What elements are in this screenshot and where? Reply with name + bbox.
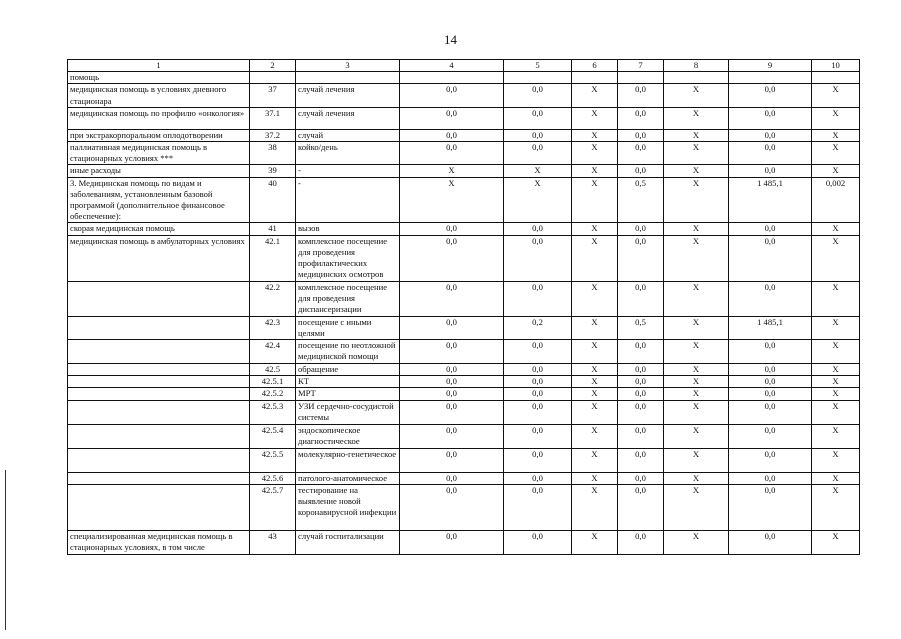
cell-col4: X xyxy=(400,165,504,177)
cell-col2: 42.5.6 xyxy=(250,472,296,484)
cell-col7: 0,0 xyxy=(618,340,664,364)
table-row xyxy=(68,424,860,448)
cell-col3: - xyxy=(296,177,400,223)
cell-col10: X xyxy=(812,388,860,400)
cell-col7: 0,0 xyxy=(618,223,664,235)
cell-col1: 3. Медицинская помощь по видам и заболеваниям, установленным базовой программой (дополнительное финансовое обеспечение): xyxy=(68,177,250,223)
cell-col5: 0,0 xyxy=(504,424,572,448)
cell-col2: 42.3 xyxy=(250,316,296,339)
table-row xyxy=(68,84,860,107)
cell-col9: 0,0 xyxy=(729,424,812,448)
cell-col3: КТ xyxy=(296,376,400,388)
cell-col1: скорая медицинская помощь xyxy=(68,223,250,235)
header-cell: 8 xyxy=(664,60,729,72)
cell-col2: 42.5.5 xyxy=(250,448,296,472)
cell-col5: 0,0 xyxy=(504,107,572,129)
cell-col3: вызов xyxy=(296,223,400,235)
cell-col3: обращение xyxy=(296,364,400,376)
cell-col1 xyxy=(68,281,250,316)
cell-col8: X xyxy=(664,165,729,177)
cell-col7: 0,0 xyxy=(618,376,664,388)
cell-col10: X xyxy=(812,448,860,472)
cell-col4: 0,0 xyxy=(400,448,504,472)
cell-col6: X xyxy=(572,484,618,530)
cell-col1: при экстракорпоральном оплодотворении xyxy=(68,129,250,141)
cell-col5: 0,0 xyxy=(504,235,572,281)
cell-col7: 0,0 xyxy=(618,484,664,530)
cell-col3: посещение с иными целями xyxy=(296,316,400,339)
cell-col3: МРТ xyxy=(296,388,400,400)
cell-col10: X xyxy=(812,142,860,165)
cell-col9: 0,0 xyxy=(729,340,812,364)
cell-col3: УЗИ сердечно-сосудистой системы xyxy=(296,400,400,424)
cell-col1 xyxy=(68,364,250,376)
cell-col4: 0,0 xyxy=(400,400,504,424)
cell-col4: 0,0 xyxy=(400,388,504,400)
cell-col1 xyxy=(68,484,250,530)
cell-col9: 0,0 xyxy=(729,107,812,129)
cell-col8: X xyxy=(664,235,729,281)
cell-col5: X xyxy=(504,177,572,223)
cell-col3: комплексное посещение для проведения профилактических медицинских осмотров xyxy=(296,235,400,281)
cell-col5: 0,0 xyxy=(504,376,572,388)
table-row xyxy=(68,177,860,223)
cell-col5: 0,0 xyxy=(504,530,572,554)
cell-col8: X xyxy=(664,484,729,530)
cell-col2 xyxy=(250,72,296,84)
cell-col10: X xyxy=(812,484,860,530)
cell-col3: посещение по неотложной медицинской помощи xyxy=(296,340,400,364)
cell-col6: X xyxy=(572,281,618,316)
cell-col4: 0,0 xyxy=(400,142,504,165)
cell-col2: 42.5.2 xyxy=(250,388,296,400)
cell-col9: 0,0 xyxy=(729,364,812,376)
cell-col1 xyxy=(68,400,250,424)
cell-col4: 0,0 xyxy=(400,364,504,376)
cell-col10: X xyxy=(812,364,860,376)
table-row xyxy=(68,165,860,177)
cell-col7: 0,0 xyxy=(618,448,664,472)
cell-col1: медицинская помощь в амбулаторных условиях xyxy=(68,235,250,281)
cell-col10 xyxy=(812,72,860,84)
cell-col4: 0,0 xyxy=(400,235,504,281)
cell-col3: случай xyxy=(296,129,400,141)
cell-col7: 0,0 xyxy=(618,388,664,400)
cell-col6: X xyxy=(572,84,618,107)
table-row xyxy=(68,281,860,316)
cell-col6: X xyxy=(572,448,618,472)
cell-col1 xyxy=(68,376,250,388)
cell-col8: X xyxy=(664,177,729,223)
cell-col7: 0,0 xyxy=(618,165,664,177)
cell-col1 xyxy=(68,448,250,472)
cell-col4: 0,0 xyxy=(400,340,504,364)
cell-col4: 0,0 xyxy=(400,316,504,339)
cell-col5: 0,0 xyxy=(504,84,572,107)
cell-col8: X xyxy=(664,107,729,129)
cell-col6: X xyxy=(572,142,618,165)
page-number: 14 xyxy=(444,32,457,47)
cell-col10: X xyxy=(812,235,860,281)
cell-col4: 0,0 xyxy=(400,107,504,129)
cell-col8 xyxy=(664,72,729,84)
cell-col7: 0,0 xyxy=(618,142,664,165)
table-row xyxy=(68,107,860,129)
cell-col10: X xyxy=(812,281,860,316)
cell-col6: X xyxy=(572,376,618,388)
cell-col5: 0,0 xyxy=(504,364,572,376)
cell-col2: 42.5.1 xyxy=(250,376,296,388)
cell-col6 xyxy=(572,72,618,84)
cell-col7: 0,0 xyxy=(618,472,664,484)
cell-col3: случай лечения xyxy=(296,107,400,129)
cell-col9: 0,0 xyxy=(729,235,812,281)
cell-col7: 0,0 xyxy=(618,235,664,281)
cell-col5: 0,0 xyxy=(504,340,572,364)
cell-col2: 37 xyxy=(250,84,296,107)
cell-col7: 0,0 xyxy=(618,281,664,316)
cell-col8: X xyxy=(664,281,729,316)
cell-col1: паллиативная медицинская помощь в стационарных условиях *** xyxy=(68,142,250,165)
cell-col5: 0,0 xyxy=(504,388,572,400)
table-row xyxy=(68,142,860,165)
cell-col9: 0,0 xyxy=(729,484,812,530)
cell-col6: X xyxy=(572,165,618,177)
table-row xyxy=(68,364,860,376)
cell-col7: 0,0 xyxy=(618,107,664,129)
header-cell: 3 xyxy=(296,60,400,72)
header-row xyxy=(68,60,860,72)
cell-col9: 0,0 xyxy=(729,400,812,424)
cell-col4: 0,0 xyxy=(400,424,504,448)
header-cell: 9 xyxy=(729,60,812,72)
cell-col5: 0,0 xyxy=(504,400,572,424)
cell-col2: 40 xyxy=(250,177,296,223)
cell-col4: 0,0 xyxy=(400,129,504,141)
cell-col2: 41 xyxy=(250,223,296,235)
cell-col8: X xyxy=(664,142,729,165)
cell-col5: 0,2 xyxy=(504,316,572,339)
cell-col1: медицинская помощь в условиях дневного стационара xyxy=(68,84,250,107)
cell-col2: 42.5.7 xyxy=(250,484,296,530)
cell-col3: случай госпитализации xyxy=(296,530,400,554)
cell-col10: X xyxy=(812,424,860,448)
header-cell: 1 xyxy=(68,60,250,72)
cell-col1: помощь xyxy=(68,72,250,84)
cell-col9: 1 485,1 xyxy=(729,316,812,339)
cell-col6: X xyxy=(572,129,618,141)
cell-col3: комплексное посещение для проведения диспансеризации xyxy=(296,281,400,316)
cell-col9: 0,0 xyxy=(729,84,812,107)
cell-col4: X xyxy=(400,177,504,223)
cell-col10: 0,002 xyxy=(812,177,860,223)
cell-col2: 39 xyxy=(250,165,296,177)
cell-col9: 0,0 xyxy=(729,223,812,235)
cell-col10: X xyxy=(812,107,860,129)
cell-col4: 0,0 xyxy=(400,472,504,484)
cell-col10: X xyxy=(812,316,860,339)
cell-col6: X xyxy=(572,388,618,400)
cell-col5: 0,0 xyxy=(504,448,572,472)
table-row xyxy=(68,235,860,281)
cell-col9: 0,0 xyxy=(729,281,812,316)
cell-col6: X xyxy=(572,530,618,554)
cell-col1: медицинская помощь по профилю «онкология» xyxy=(68,107,250,129)
data-table xyxy=(67,59,860,555)
table-row xyxy=(68,129,860,141)
cell-col10: X xyxy=(812,165,860,177)
cell-col1: иные расходы xyxy=(68,165,250,177)
cell-col2: 42.5.4 xyxy=(250,424,296,448)
header-cell: 7 xyxy=(618,60,664,72)
cell-col9: 0,0 xyxy=(729,142,812,165)
cell-col1 xyxy=(68,316,250,339)
cell-col2: 42.2 xyxy=(250,281,296,316)
cell-col5: 0,0 xyxy=(504,281,572,316)
cell-col1 xyxy=(68,424,250,448)
cell-col1 xyxy=(68,472,250,484)
table-row xyxy=(68,223,860,235)
header-cell: 10 xyxy=(812,60,860,72)
cell-col1: специализированная медицинская помощь в стационарных условиях, в том числе xyxy=(68,530,250,554)
cell-col6: X xyxy=(572,424,618,448)
cell-col4: 0,0 xyxy=(400,223,504,235)
cell-col10: X xyxy=(812,376,860,388)
cell-col7: 0,0 xyxy=(618,400,664,424)
cell-col3: эндоскопическое диагностическое xyxy=(296,424,400,448)
cell-col5: 0,0 xyxy=(504,484,572,530)
cell-col8: X xyxy=(664,388,729,400)
cell-col6: X xyxy=(572,400,618,424)
cell-col3: молекулярно-генетическое xyxy=(296,448,400,472)
cell-col4: 0,0 xyxy=(400,84,504,107)
header-cell: 6 xyxy=(572,60,618,72)
cell-col5: 0,0 xyxy=(504,129,572,141)
cell-col4: 0,0 xyxy=(400,281,504,316)
cell-col7: 0,5 xyxy=(618,316,664,339)
table-row xyxy=(68,448,860,472)
cell-col8: X xyxy=(664,340,729,364)
cell-col1 xyxy=(68,388,250,400)
cell-col2: 37.1 xyxy=(250,107,296,129)
cell-col7: 0,0 xyxy=(618,364,664,376)
table-row xyxy=(68,72,860,84)
cell-col8: X xyxy=(664,223,729,235)
cell-col6: X xyxy=(572,472,618,484)
cell-col5: 0,0 xyxy=(504,472,572,484)
cell-col8: X xyxy=(664,530,729,554)
cell-col5: 0,0 xyxy=(504,223,572,235)
table-row xyxy=(68,400,860,424)
table-row xyxy=(68,388,860,400)
cell-col9: 1 485,1 xyxy=(729,177,812,223)
cell-col6: X xyxy=(572,177,618,223)
cell-col5: 0,0 xyxy=(504,142,572,165)
table-row xyxy=(68,484,860,530)
cell-col7: 0,0 xyxy=(618,530,664,554)
cell-col5 xyxy=(504,72,572,84)
cell-col8: X xyxy=(664,424,729,448)
cell-col6: X xyxy=(572,223,618,235)
cell-col9: 0,0 xyxy=(729,376,812,388)
header-cell: 5 xyxy=(504,60,572,72)
cell-col9: 0,0 xyxy=(729,165,812,177)
cell-col3 xyxy=(296,72,400,84)
table-row xyxy=(68,472,860,484)
table-body xyxy=(68,72,860,555)
cell-col2: 42.4 xyxy=(250,340,296,364)
cell-col6: X xyxy=(572,340,618,364)
cell-col8: X xyxy=(664,448,729,472)
cell-col7 xyxy=(618,72,664,84)
cell-col10: X xyxy=(812,472,860,484)
cell-col3: случай лечения xyxy=(296,84,400,107)
cell-col8: X xyxy=(664,129,729,141)
cell-col6: X xyxy=(572,364,618,376)
cell-col10: X xyxy=(812,530,860,554)
cell-col4: 0,0 xyxy=(400,484,504,530)
cell-col9: 0,0 xyxy=(729,472,812,484)
cell-col8: X xyxy=(664,400,729,424)
cell-col7: 0,0 xyxy=(618,129,664,141)
cell-col2: 37.2 xyxy=(250,129,296,141)
cell-col4: 0,0 xyxy=(400,530,504,554)
cell-col2: 42.1 xyxy=(250,235,296,281)
cell-col1 xyxy=(68,340,250,364)
cell-col3: койко/день xyxy=(296,142,400,165)
cell-col9: 0,0 xyxy=(729,448,812,472)
cell-col6: X xyxy=(572,107,618,129)
cell-col2: 42.5 xyxy=(250,364,296,376)
cell-col3: - xyxy=(296,165,400,177)
cell-col4 xyxy=(400,72,504,84)
cell-col8: X xyxy=(664,472,729,484)
scan-edge-line xyxy=(5,470,6,630)
cell-col9: 0,0 xyxy=(729,530,812,554)
cell-col7: 0,0 xyxy=(618,424,664,448)
cell-col9: 0,0 xyxy=(729,388,812,400)
cell-col7: 0,5 xyxy=(618,177,664,223)
cell-col4: 0,0 xyxy=(400,376,504,388)
cell-col6: X xyxy=(572,316,618,339)
cell-col6: X xyxy=(572,235,618,281)
cell-col9: 0,0 xyxy=(729,129,812,141)
cell-col10: X xyxy=(812,84,860,107)
cell-col2: 43 xyxy=(250,530,296,554)
table-row xyxy=(68,376,860,388)
cell-col2: 38 xyxy=(250,142,296,165)
cell-col5: X xyxy=(504,165,572,177)
cell-col10: X xyxy=(812,340,860,364)
cell-col7: 0,0 xyxy=(618,84,664,107)
cell-col8: X xyxy=(664,364,729,376)
cell-col9 xyxy=(729,72,812,84)
cell-col3: патолого-анатомическое xyxy=(296,472,400,484)
cell-col8: X xyxy=(664,316,729,339)
header-cell: 4 xyxy=(400,60,504,72)
cell-col2: 42.5.3 xyxy=(250,400,296,424)
cell-col10: X xyxy=(812,223,860,235)
cell-col10: X xyxy=(812,400,860,424)
header-cell: 2 xyxy=(250,60,296,72)
cell-col10: X xyxy=(812,129,860,141)
cell-col3: тестирование на выявление новой коронавирусной инфекции xyxy=(296,484,400,530)
cell-col8: X xyxy=(664,376,729,388)
table-row xyxy=(68,316,860,339)
table-row xyxy=(68,530,860,554)
table-row xyxy=(68,340,860,364)
cell-col8: X xyxy=(664,84,729,107)
